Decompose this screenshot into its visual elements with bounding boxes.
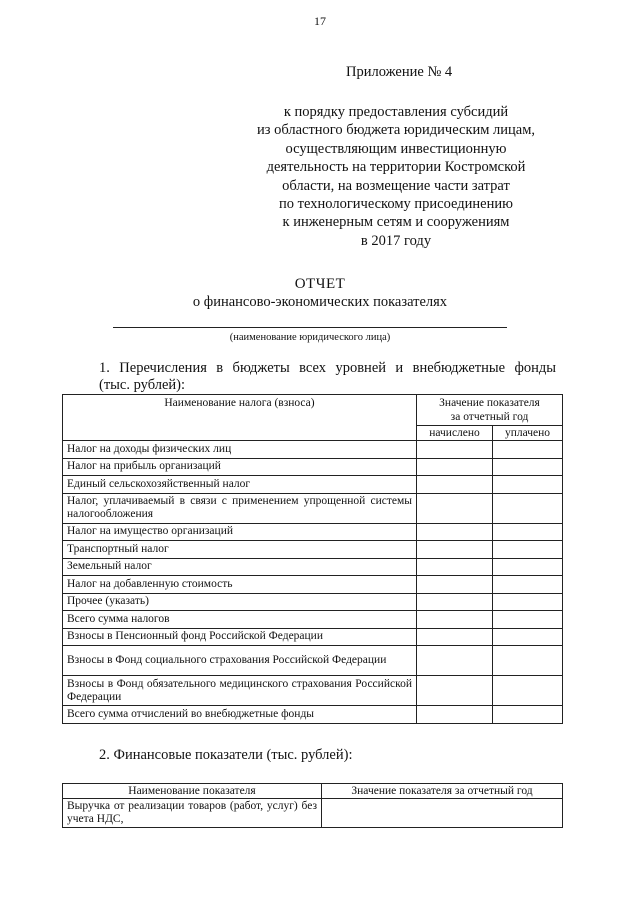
paid-cell[interactable] [493, 558, 563, 576]
indicator-name-cell: Выручка от реализации товаров (работ, услуг) без учета НДС, [63, 799, 322, 828]
section2-heading: 2. Финансовые показатели (тыс. рублей): [99, 747, 353, 763]
accrued-cell[interactable] [417, 441, 493, 459]
paid-header: уплачено [493, 426, 563, 441]
paid-cell[interactable] [493, 493, 563, 523]
financial-table-header-row [63, 784, 563, 799]
section1-heading-line: 1. Перечисления в бюджеты всех уровней и внебюджетные фонды [99, 360, 556, 376]
accrued-header: начислено [417, 426, 493, 441]
accrued-cell[interactable] [417, 523, 493, 541]
accrued-cell[interactable] [417, 628, 493, 646]
table-row [63, 628, 563, 646]
appendix-subtitle-line: осуществляющим инвестиционную [285, 140, 507, 157]
table-row [63, 493, 563, 523]
table-row [63, 611, 563, 629]
accrued-cell[interactable] [417, 706, 493, 724]
tax-value-header-line: Значение показателя [439, 397, 540, 409]
paid-cell[interactable] [493, 523, 563, 541]
accrued-cell[interactable] [417, 593, 493, 611]
tax-name-cell: Единый сельскохозяйственный налог [63, 476, 417, 494]
accrued-cell[interactable] [417, 541, 493, 559]
table-row [63, 476, 563, 494]
tax-name-cell: Налог, уплачиваемый в связи с применением упрощенной системы налогообложения [63, 493, 417, 523]
table-row [63, 458, 563, 476]
paid-cell[interactable] [493, 441, 563, 459]
section1-heading-line: (тыс. рублей): [99, 377, 186, 393]
appendix-title: Приложение № 4 [346, 64, 453, 80]
tax-name-cell: Прочее (указать) [63, 593, 417, 611]
tax-name-cell: Налог на имущество организаций [63, 523, 417, 541]
appendix-subtitle-line: по технологическому присоединению [279, 196, 513, 213]
paid-cell[interactable] [493, 676, 563, 706]
report-subtitle: о финансово-экономических показателях [192, 294, 448, 310]
tax-name-cell: Всего сумма отчислений во внебюджетные фонды [63, 706, 417, 724]
appendix-subtitle-line: области, на возмещение части затрат [282, 177, 510, 194]
page-number: 17 [314, 14, 326, 28]
table-row [63, 523, 563, 541]
paid-cell[interactable] [493, 576, 563, 594]
paid-cell[interactable] [493, 706, 563, 724]
tax-name-cell: Взносы в Фонд обязательного медицинского страхования Российской Федерации [63, 676, 417, 706]
table-row [63, 558, 563, 576]
table-row [63, 576, 563, 594]
tax-name-cell: Всего сумма налогов [63, 611, 417, 629]
accrued-cell[interactable] [417, 646, 493, 676]
accrued-cell[interactable] [417, 476, 493, 494]
accrued-cell[interactable] [417, 576, 493, 594]
tax-name-cell: Транспортный налог [63, 541, 417, 559]
accrued-cell[interactable] [417, 676, 493, 706]
org-name-line [113, 327, 507, 328]
tax-name-header: Наименование налога (взноса) [63, 395, 417, 441]
tax-name-cell: Земельный налог [63, 558, 417, 576]
table-row [63, 706, 563, 724]
table-row [63, 676, 563, 706]
tax-table [62, 394, 563, 724]
paid-cell[interactable] [493, 458, 563, 476]
paid-cell[interactable] [493, 611, 563, 629]
appendix-subtitle [230, 103, 562, 250]
indicator-value-cell[interactable] [322, 799, 563, 828]
indicator-name-header: Наименование показателя [63, 784, 322, 799]
paid-cell[interactable] [493, 541, 563, 559]
tax-value-header [417, 395, 563, 426]
table-row [63, 799, 563, 828]
tax-name-cell: Налог на доходы физических лиц [63, 441, 417, 459]
report-title: ОТЧЕТ [294, 276, 346, 292]
tax-value-header-line: за отчетный год [450, 411, 529, 423]
accrued-cell[interactable] [417, 493, 493, 523]
accrued-cell[interactable] [417, 458, 493, 476]
table-row [63, 593, 563, 611]
accrued-cell[interactable] [417, 558, 493, 576]
paid-cell[interactable] [493, 593, 563, 611]
appendix-subtitle-line: к инженерным сетям и сооружениям [282, 214, 510, 231]
table-row [63, 541, 563, 559]
appendix-subtitle-line: к порядку предоставления субсидий [283, 104, 509, 120]
appendix-subtitle-line: деятельность на территории Костромской [266, 159, 526, 176]
tax-name-cell: Налог на прибыль организаций [63, 458, 417, 476]
table-row [63, 441, 563, 459]
tax-name-cell: Взносы в Фонд социального страхования Российской Федерации [63, 646, 417, 676]
tax-name-cell: Взносы в Пенсионный фонд Российской Федерации [63, 628, 417, 646]
accrued-cell[interactable] [417, 611, 493, 629]
appendix-subtitle-line: в 2017 году [360, 232, 432, 249]
paid-cell[interactable] [493, 476, 563, 494]
paid-cell[interactable] [493, 646, 563, 676]
paid-cell[interactable] [493, 628, 563, 646]
tax-table-header-row [63, 395, 563, 426]
financial-table [62, 783, 563, 828]
indicator-value-header: Значение показателя за отчетный год [322, 784, 563, 799]
org-name-caption: (наименование юридического лица) [229, 332, 391, 343]
tax-name-cell: Налог на добавленную стоимость [63, 576, 417, 594]
table-row [63, 646, 563, 676]
appendix-subtitle-line: из областного бюджета юридическим лицам, [256, 122, 536, 139]
section1-heading [99, 360, 556, 394]
